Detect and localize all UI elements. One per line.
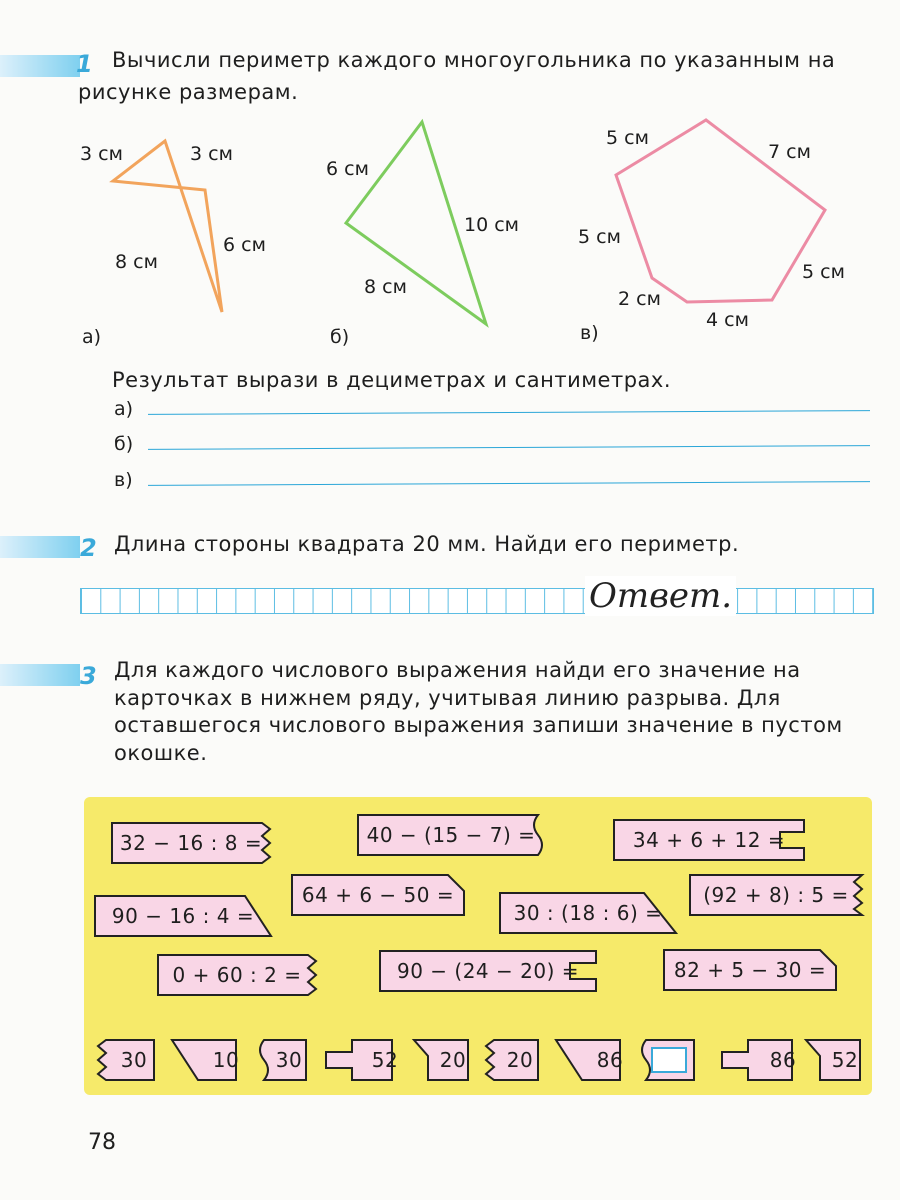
page-number: 78 xyxy=(88,1130,116,1155)
expression-card[interactable] xyxy=(664,950,836,990)
expression-text: 34 + 6 + 12 = xyxy=(632,828,786,852)
answer-card[interactable] xyxy=(414,1040,468,1080)
task-text: окошке. xyxy=(114,741,208,765)
answer-card[interactable] xyxy=(256,1040,306,1080)
task-text: оставшегося числового выражения запиши значение в пустом xyxy=(114,713,843,737)
expression-card[interactable] xyxy=(614,820,804,860)
expression-card[interactable] xyxy=(158,955,316,995)
answer-card[interactable] xyxy=(326,1040,399,1080)
answer-grid[interactable] xyxy=(80,588,874,614)
answer-line-c[interactable] xyxy=(148,481,870,486)
figure-label: а) xyxy=(82,326,102,348)
answer-value: 20 xyxy=(439,1048,467,1072)
side-label: 3 см xyxy=(190,143,233,165)
task-number: 1 xyxy=(76,50,93,78)
side-label: 7 см xyxy=(768,141,811,163)
expression-text: 32 − 16 : 8 = xyxy=(119,831,263,855)
answer-value: 30 xyxy=(275,1048,303,1072)
expression-text: 0 + 60 : 2 = xyxy=(172,963,302,987)
side-label: 10 см xyxy=(464,214,519,236)
figure-label: б) xyxy=(330,326,350,348)
expression-text: 90 − (24 − 20) = xyxy=(396,959,579,983)
answer-value: 10 xyxy=(212,1048,240,1072)
expression-card[interactable] xyxy=(358,815,544,855)
expression-card[interactable] xyxy=(690,875,862,915)
figure-label: в) xyxy=(580,322,599,344)
expression-text: 40 − (15 − 7) = xyxy=(366,823,536,847)
answer-value: 86 xyxy=(769,1048,797,1072)
side-label: 6 см xyxy=(223,234,266,256)
answer-label: а) xyxy=(114,398,134,420)
side-label: 4 см xyxy=(706,309,749,331)
side-label: 6 см xyxy=(326,158,369,180)
answer-line-a[interactable] xyxy=(148,410,870,415)
expression-text: 90 − 16 : 4 = xyxy=(111,904,255,928)
answer-line-b[interactable] xyxy=(148,445,870,450)
answer-card[interactable] xyxy=(556,1040,624,1080)
answer-word: Ответ. xyxy=(585,576,736,616)
task-number: 3 xyxy=(80,662,97,690)
quadrilateral-a xyxy=(113,141,222,312)
task-marker-bar xyxy=(0,536,80,558)
expression-card[interactable] xyxy=(95,896,271,936)
answer-card[interactable] xyxy=(722,1040,797,1080)
task-text: Вычисли периметр каждого многоугольника по указанным на xyxy=(112,48,836,72)
answer-card[interactable] xyxy=(172,1040,240,1080)
side-label: 5 см xyxy=(802,261,845,283)
side-label: 2 см xyxy=(618,288,661,310)
task-text: Длина стороны квадрата 20 мм. Найди его периметр. xyxy=(114,532,740,556)
task-text: Для каждого числового выражения найди его значение на xyxy=(114,658,801,682)
expression-text: 82 + 5 − 30 = xyxy=(673,958,827,982)
result-instruction: Результат вырази в дециметрах и сантиметрах. xyxy=(112,368,672,392)
answer-value: 52 xyxy=(371,1048,399,1072)
expression-card[interactable] xyxy=(500,893,676,933)
expression-text: 30 : (18 : 6) = xyxy=(513,901,663,925)
answer-card[interactable] xyxy=(806,1040,860,1080)
answer-label: в) xyxy=(114,469,133,491)
task-number: 2 xyxy=(80,534,97,562)
task-text: рисунке размерам. xyxy=(78,80,299,104)
side-label: 5 см xyxy=(606,127,649,149)
side-label: 8 см xyxy=(115,251,158,273)
task-marker-bar xyxy=(0,664,80,686)
answer-label: б) xyxy=(114,433,134,455)
answer-value: 52 xyxy=(831,1048,859,1072)
expression-text: 64 + 6 − 50 = xyxy=(301,883,455,907)
side-label: 5 см xyxy=(578,226,621,248)
expression-card[interactable] xyxy=(112,823,270,863)
answer-value: 30 xyxy=(120,1048,148,1072)
polygons-figure xyxy=(0,0,900,360)
answer-value: 86 xyxy=(596,1048,624,1072)
answer-value xyxy=(638,1040,702,1080)
task-text: карточках в нижнем ряду, учитывая линию разрыва. Для xyxy=(114,686,781,710)
expression-card[interactable] xyxy=(292,875,464,915)
answer-card[interactable] xyxy=(486,1040,538,1080)
answer-card[interactable] xyxy=(98,1040,154,1080)
side-label: 3 см xyxy=(80,143,123,165)
answer-value: 20 xyxy=(506,1048,534,1072)
expression-card[interactable] xyxy=(380,951,596,991)
side-label: 8 см xyxy=(364,276,407,298)
expression-text: (92 + 8) : 5 = xyxy=(703,883,849,907)
answer-card-empty[interactable] xyxy=(638,1040,694,1080)
